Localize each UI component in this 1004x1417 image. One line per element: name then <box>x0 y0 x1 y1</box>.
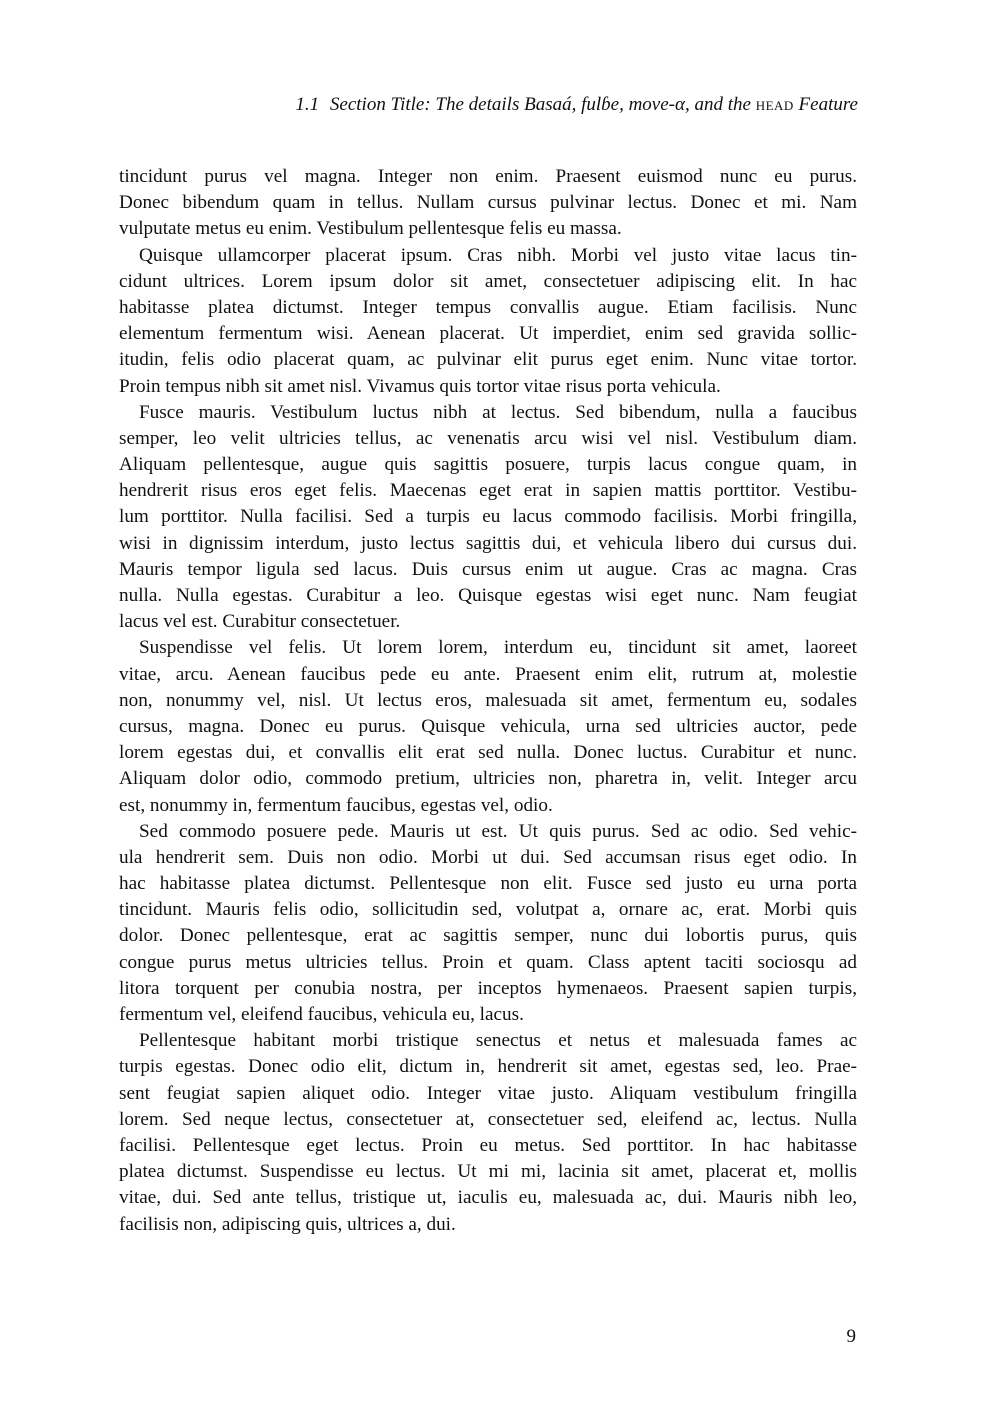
text-line: lorem egestas dui, et convallis elit erat sed nulla. Donec luctus. Curabitur et nunc. <box>119 742 857 764</box>
text-line: Suspendisse vel felis. Ut lorem lorem, interdum eu, tincidunt sit amet, laoreet <box>139 637 857 659</box>
text-line: Fusce mauris. Vestibulum luctus nibh at lectus. Sed bibendum, nulla a faucibus <box>139 401 857 423</box>
text-line: est, nonummy in, fermentum faucibus, egestas vel, odio. <box>119 794 553 816</box>
header-title-smallcaps: head <box>755 94 794 115</box>
text-line: ula hendrerit sem. Duis non odio. Morbi ut dui. Sed accumsan risus eget odio. In <box>119 846 857 868</box>
text-line: tincidunt. Mauris felis odio, sollicitudin sed, volutpat a, ornare ac, erat. Morbi quis <box>119 899 857 921</box>
text-line: vitae, arcu. Aenean faucibus pede eu ante. Praesent enim elit, rutrum at, molestie <box>119 663 857 685</box>
text-line: congue purus metus ultricies tellus. Proin et quam. Class aptent taciti sociosqu ad <box>119 951 857 973</box>
text-line: lum porttitor. Nulla facilisi. Sed a turpis eu lacus commodo facilisis. Morbi fringilla, <box>119 506 857 528</box>
text-line: lorem. Sed neque lectus, consectetuer at, consectetuer sed, eleifend ac, lectus. Nulla <box>119 1108 857 1130</box>
text-line: cidunt ultrices. Lorem ipsum dolor sit amet, consectetuer adipiscing elit. In hac <box>119 270 857 292</box>
text-line: non, nonummy vel, nisl. Ut lectus eros, malesuada sit amet, fermentum eu, sodales <box>119 689 857 711</box>
paragraph <box>119 400 857 636</box>
text-line: hac habitasse platea dictumst. Pellentesque non elit. Fusce sed justo eu urna porta <box>119 873 857 895</box>
text-line: dolor. Donec pellentesque, erat ac sagittis semper, nunc dui lobortis purus, quis <box>119 925 857 947</box>
text-line: itudin, felis odio placerat quam, ac pulvinar elit purus eget enim. Nunc vitae tortor. <box>119 349 857 371</box>
text-line: vitae, dui. Sed ante tellus, tristique ut, iaculis eu, malesuada ac, dui. Mauris nibh leo, <box>119 1187 857 1209</box>
paragraph <box>119 164 857 243</box>
text-line: wisi in dignissim interdum, justo lectus sagittis dui, et vehicula libero dui cursus dui. <box>119 532 857 554</box>
text-line: elementum fermentum wisi. Aenean placerat. Ut imperdiet, enim sed gravida sollic- <box>119 323 857 345</box>
header-title-part2: Feature <box>798 94 858 115</box>
text-line: facilisi. Pellentesque eget lectus. Proin eu metus. Sed porttitor. In hac habitasse <box>119 1134 857 1156</box>
text-line: Sed commodo posuere pede. Mauris ut est. Ut quis purus. Sed ac odio. Sed vehic- <box>139 820 857 842</box>
paragraph <box>119 1028 857 1238</box>
paragraph <box>119 635 857 818</box>
text-line: Aliquam pellentesque, augue quis sagittis posuere, turpis lacus congue quam, in <box>119 454 857 476</box>
text-line: vulputate metus eu enim. Vestibulum pellentesque felis eu massa. <box>119 218 622 240</box>
text-line: Mauris tempor ligula sed lacus. Duis cursus enim ut augue. Cras ac magna. Cras <box>119 558 857 580</box>
text-line: Donec bibendum quam in tellus. Nullam cursus pulvinar lectus. Donec et mi. Nam <box>119 192 857 214</box>
text-line: cursus, magna. Donec eu purus. Quisque vehicula, urna sed ultricies auctor, pede <box>119 715 857 737</box>
text-line: semper, leo velit ultricies tellus, ac venenatis arcu wisi vel nisl. Vestibulum diam. <box>119 427 857 449</box>
text-line: fermentum vel, eleifend faucibus, vehicula eu, lacus. <box>119 1004 524 1025</box>
text-line: litora torquent per conubia nostra, per inceptos hymenaeos. Praesent sapien turpis, <box>119 977 857 999</box>
text-line: habitasse platea dictumst. Integer tempus convallis augue. Etiam facilisis. Nunc <box>119 296 857 318</box>
paragraph <box>119 819 857 1029</box>
text-line: facilisis non, adipiscing quis, ultrices a, dui. <box>119 1213 456 1235</box>
text-line: tincidunt purus vel magna. Integer non enim. Praesent euismod nunc eu purus. <box>119 166 857 187</box>
text-line: Proin tempus nibh sit amet nisl. Vivamus quis tortor vitae risus porta vehicula. <box>119 375 721 397</box>
text-line: Pellentesque habitant morbi tristique senectus et netus et malesuada fames ac <box>139 1030 857 1052</box>
page-number: 9 <box>846 1326 856 1347</box>
section-number: 1.1 <box>295 94 320 115</box>
running-header <box>295 94 858 116</box>
text-line: hendrerit risus eros eget felis. Maecenas eget erat in sapien mattis porttitor. Vestibu- <box>119 480 857 502</box>
text-line: turpis egestas. Donec odio elit, dictum in, hendrerit sit amet, egestas sed, leo. Prae- <box>119 1056 857 1078</box>
text-line: nulla. Nulla egestas. Curabitur a leo. Quisque egestas wisi eget nunc. Nam feugiat <box>119 585 857 606</box>
text-line: sent feugiat sapien aliquet odio. Integer vitae justo. Aliquam vestibulum fringilla <box>119 1082 857 1104</box>
body-text <box>119 164 857 1238</box>
paragraph <box>119 243 857 400</box>
text-line: Aliquam dolor odio, commodo pretium, ultricies non, pharetra in, velit. Integer arcu <box>119 768 857 790</box>
text-line: Quisque ullamcorper placerat ipsum. Cras nibh. Morbi vel justo vitae lacus tin- <box>139 244 857 266</box>
text-line: lacus vel est. Curabitur consectetuer. <box>119 611 401 633</box>
header-title-part1: Section Title: The details Basaá, fulɓe, move-α, and the <box>329 94 751 115</box>
text-line: platea dictumst. Suspendisse eu lectus. Ut mi mi, lacinia sit amet, placerat et, mollis <box>119 1161 857 1183</box>
